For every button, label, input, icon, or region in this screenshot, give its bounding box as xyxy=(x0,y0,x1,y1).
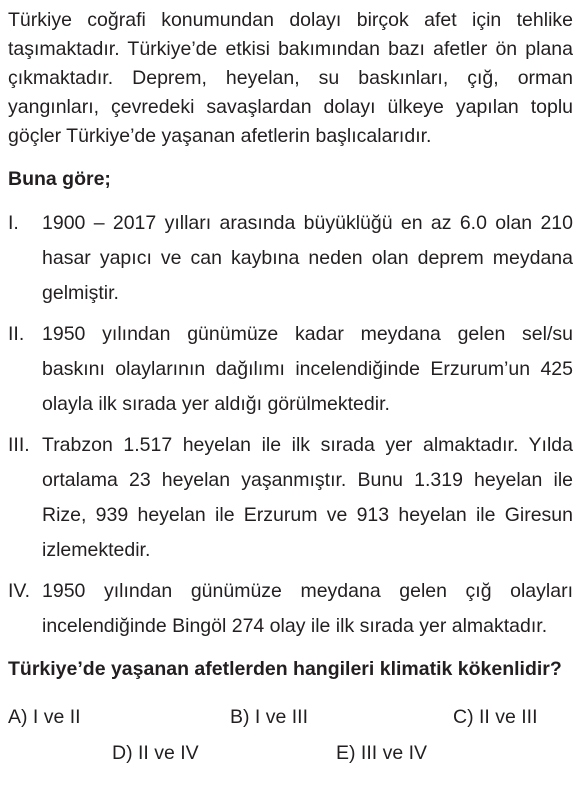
statement-text: 1900 – 2017 yılları arasında büyüklüğü en az 6.0 olan 210 hasar yapıcı ve can kaybına neden olan deprem meydana gelmiştir. xyxy=(42,212,573,304)
statement-2 xyxy=(8,317,573,422)
statement-1 xyxy=(8,206,573,311)
option-a[interactable]: A) I ve II xyxy=(8,706,81,728)
statement-number: IV. xyxy=(8,580,31,602)
intro-paragraph: Türkiye coğrafi konumundan dolayı birçok afet için tehlike taşımaktadır. Türkiye’de etkisi bakımından bazı afetler ön plana çıkmaktadır. Deprem, heyelan, su baskınları, çığ, orman yangınları, çevredeki savaşlardan dolayı ülkeye yapılan toplu göçler Türkiye’de yaşanan afetlerin başlıcalarıdır. xyxy=(8,9,573,147)
statement-text: Trabzon 1.517 heyelan ile ilk sırada yer almaktadır. Yılda ortalama 23 heyelan yaşanmıştır. Bunu 1.319 heyelan ile Rize, 939 heyelan ile Erzurum ve 913 heyelan ile Giresun izlemektedir. xyxy=(42,434,573,561)
statement-4 xyxy=(8,574,573,644)
option-e[interactable]: E) III ve IV xyxy=(336,742,428,764)
options-row-2 xyxy=(8,735,573,771)
statement-number: III. xyxy=(8,434,30,456)
option-b[interactable]: B) I ve III xyxy=(230,706,309,728)
option-d[interactable]: D) II ve IV xyxy=(112,742,199,764)
statement-number: I. xyxy=(8,212,19,234)
statement-3 xyxy=(8,428,573,568)
lead-text: Buna göre; xyxy=(8,168,111,190)
statement-text: 1950 yılından günümüze meydana gelen çığ olayları incelendiğinde Bingöl 274 olay ile ilk sırada yer almaktadır. xyxy=(42,580,573,637)
question-text: Türkiye’de yaşanan afetlerden hangileri klimatik kökenlidir? xyxy=(8,658,562,680)
statement-number: II. xyxy=(8,323,25,345)
statement-list xyxy=(8,206,573,644)
statement-text: 1950 yılından günümüze kadar meydana gelen sel/su baskını olaylarının dağılımı incelendiğinde Erzurum’un 425 olayla ilk sırada yer aldığı görülmektedir. xyxy=(42,323,573,415)
option-c[interactable]: C) II ve III xyxy=(453,706,538,728)
options-row-1 xyxy=(8,699,573,735)
